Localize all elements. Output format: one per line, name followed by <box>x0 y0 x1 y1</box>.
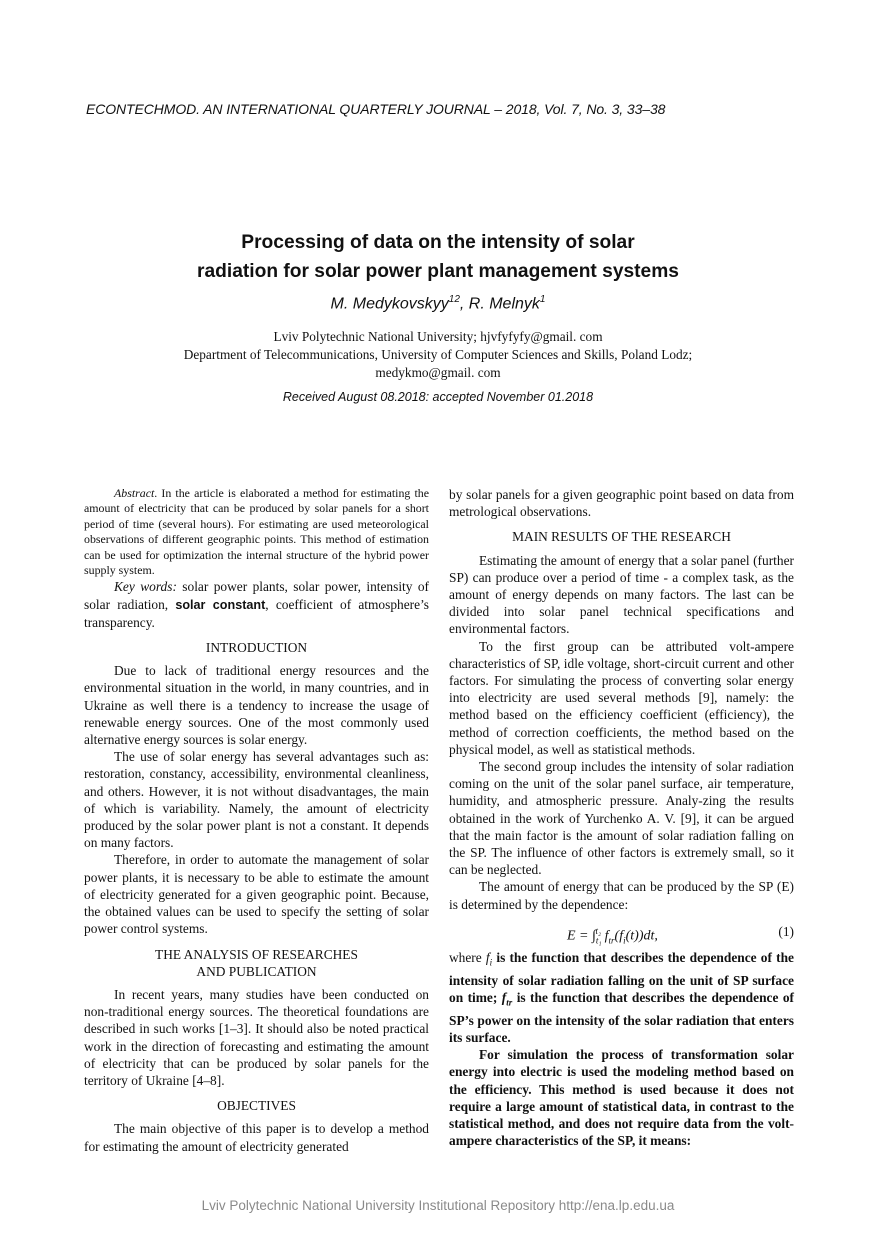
author-2-affiliation: 1 <box>539 294 546 305</box>
abstract <box>84 486 429 578</box>
author-2: R. Melnyk <box>468 295 540 313</box>
keywords-text-a: solar power plants, solar power, intensity of solar radiation, <box>84 579 430 612</box>
equation-end: (t))dt, <box>625 928 658 944</box>
where-fi-sub: i <box>489 957 493 968</box>
equation-expression <box>567 923 658 950</box>
results-paragraph-2: To the first group can be attributed volt-ampere characteristics of SP, idle voltage, short-circuit current and other factors. For simulating the process of converting solar energy into electricity are used several methods [9], namely: the method based on the efficiency coefficient (efficiency), the method of correction coefficients, the method based on the physical model, as well as statistical methods. <box>449 638 794 757</box>
abstract-paragraph <box>84 486 429 578</box>
received-date: Received August 08.2018: accepted November 01.2018 <box>282 390 594 404</box>
title-line-1: Processing of data on the intensity of solar <box>241 232 635 253</box>
heading-analysis-line-1: THE ANALYSIS OF RESEARCHES <box>155 946 358 962</box>
equation-upper-limit: t₂ <box>595 925 602 936</box>
equation-sub-i: i <box>623 935 626 946</box>
heading-introduction: INTRODUCTION <box>205 640 308 656</box>
intro-paragraph-2: The use of solar energy has several advantages such as: restoration, constancy, accessibility, environmental cleanliness, and others. However, it is not without disadvantages, the main of which is variability. Namely, the amount of electricity produced by the solar power plant is not a constant. It depends on many factors. <box>84 749 429 851</box>
results-paragraph-3: The second group includes the intensity of solar radiation coming on the unit of the solar panel surface, air temperature, humidity, and atmospheric pressure. Analy-zing the results obtained in the work of Yurchenko A. V. [9], it can be argued that the main factor is the amount of solar radiation falling on the SP. The influence of other factors is extremely small, so it can be neglected. <box>449 759 794 878</box>
authors <box>0 294 876 313</box>
equation-1 <box>449 917 794 947</box>
keywords-paragraph <box>84 578 429 631</box>
affiliation-line-1: Lviv Polytechnic National University; hjvfyfyfy@gmail. com <box>273 329 603 344</box>
heading-analysis-line-2: AND PUBLICATION <box>196 963 317 979</box>
affiliation <box>0 328 876 382</box>
continued-paragraph: by solar panels for a given geographic point based on data from metrological observations. <box>449 487 794 520</box>
where-ftr: f <box>501 989 507 1005</box>
keywords-label: Key words: <box>114 579 177 595</box>
keywords-bold: solar constant <box>175 597 266 612</box>
results-paragraph-4: The amount of energy that can be produced by the SP (E) is determined by the dependence: <box>449 879 794 912</box>
where-text-2: is the function that describes the dependence of SP’s power on the intensity of the solar radiation that enters its surface. <box>449 989 794 1046</box>
paper-title <box>0 228 876 286</box>
where-paragraph <box>449 949 794 1046</box>
equation-mid: (f <box>614 928 624 944</box>
intro-paragraph-1: Due to lack of traditional energy resources and the environmental situation in the world, in many countries, and in Ukraine as well there is a tendency to increase the usage of renewable energy sources. One of the most commonly used alternative energy sources is solar energy. <box>84 663 429 748</box>
where-ftr-sub: tr <box>506 997 513 1008</box>
analysis-paragraph-1: In recent years, many studies have been conducted on non-traditional energy sources. The theoretical foundations are described in such works [1–3]. It should also be noted practical work in the direction of forecasting and estimating the amount of electricity that can be produced by solar panels for the territory of Ukraine [4–8]. <box>84 986 429 1088</box>
where-text-1: is the function that describes the dependence of the intensity of solar radiation falling on the unit of SP surface on time; <box>449 949 794 1005</box>
author-1-affiliation: 12 <box>448 294 460 305</box>
right-column <box>449 486 794 1149</box>
keywords-text-b: , coefficient of atmosphere’s transparency. <box>84 596 430 630</box>
heading-objectives: OBJECTIVES <box>217 1098 296 1114</box>
equation-lhs: E = ∫ <box>567 928 596 944</box>
where-lead: where <box>449 949 486 965</box>
equation-number: (1) <box>778 923 794 939</box>
journal-header: ECONTECHMOD. AN INTERNATIONAL QUARTERLY JOURNAL – 2018, Vol. 7, No. 3, 33–38 <box>86 101 666 117</box>
affiliation-line-3: medykmo@gmail. com <box>375 365 501 380</box>
abstract-text: . In the article is elaborated a method for estimating the amount of electricity that can be produced by solar panels for a short period of time (several hours). For estimating are used meteorological observations of different geographic points. This method of estimation can be used for optimization the internal structure of the hybrid power supply system. <box>84 486 429 578</box>
simulation-paragraph: For simulation the process of transformation solar energy into electric is used the modeling method based on the efficiency. This method is used because it does not require a large amount of statistical data, in contrast to the statistical method, and does not require data from the volt-ampere characteristics of the SP, it means: <box>449 1047 794 1149</box>
title-line-2: radiation for solar power plant management systems <box>197 261 679 282</box>
equation-sub-tr: tr <box>608 935 615 946</box>
intro-paragraph-3: Therefore, in order to automate the management of solar power plants, it is necessary to be able to estimate the amount of electricity generated for a given geographic point. Because, the obtained values can be used to specify the setting of solar power control systems. <box>84 852 429 937</box>
affiliation-line-2: Department of Telecommunications, University of Computer Sciences and Skills, Poland Lodz; <box>183 347 693 362</box>
author-1: M. Medykovskyy <box>330 295 449 313</box>
results-paragraph-1: Estimating the amount of energy that a solar panel (further SP) can produce over a period of time - a complex task, as the amount of energy depends on many factors. The last can be divided into solar panel technical specifications and environmental factors. <box>449 552 794 637</box>
heading-main-results: MAIN RESULTS OF THE RESEARCH <box>512 529 731 545</box>
equation-rhs: f <box>601 928 609 944</box>
heading-analysis <box>84 946 429 980</box>
equation-lower-limit: t₁ <box>595 935 602 946</box>
author-separator: , <box>459 295 469 313</box>
where-fi: f <box>485 949 490 965</box>
left-column <box>84 486 429 1155</box>
repository-footer: Lviv Polytechnic National University Institutional Repository http://ena.lp.edu.ua <box>201 1198 675 1213</box>
abstract-label: Abstract <box>114 486 155 500</box>
objectives-paragraph-1: The main objective of this paper is to develop a method for estimating the amount of electricity generated <box>84 1121 429 1154</box>
